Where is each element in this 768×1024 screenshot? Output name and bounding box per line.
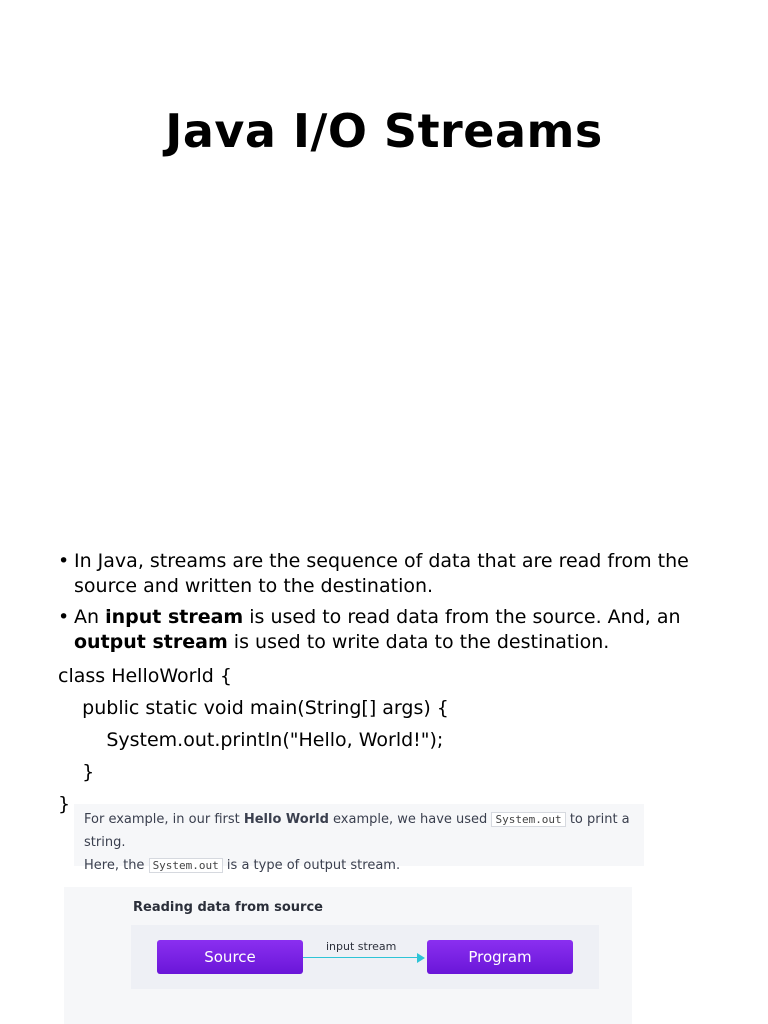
code-line: public static void main(String[] args) { [58, 697, 449, 719]
source-box: Source [157, 940, 303, 974]
bullet-dot: • [58, 606, 70, 628]
bullet-item-1 [58, 549, 718, 599]
code-block [58, 662, 449, 822]
bullet-text-mid: is used to read data from the source. And, an [243, 606, 681, 628]
note-bold-hello-world: Hello World [243, 812, 329, 827]
note-code-system-out: System.out [491, 812, 565, 827]
bullet-list [58, 549, 718, 661]
note-text: to print a string. [84, 812, 630, 850]
bullet-item-2 [58, 605, 718, 655]
note-text: Here, the [84, 858, 149, 873]
bullet-text: In Java, streams are the sequence of data that are read from the source and written to the destination. [74, 550, 689, 597]
note-line-1 [84, 808, 644, 854]
note-text: example, we have used [328, 812, 492, 827]
code-line: } [58, 761, 95, 783]
arrow-line [303, 957, 421, 958]
code-line: class HelloWorld { [58, 665, 232, 687]
bullet-dot: • [58, 550, 70, 572]
note-line-2 [84, 854, 644, 877]
diagram-title: Reading data from source [133, 900, 323, 915]
note-text: For example, in our first [84, 812, 244, 827]
input-stream-diagram [64, 887, 632, 1024]
note-text: is a type of output stream. [222, 858, 401, 873]
arrow-label: input stream [326, 940, 397, 953]
bullet-text-post: is used to write data to the destination. [227, 631, 610, 653]
arrow-right-icon [417, 953, 425, 963]
bullet-bold-input-stream: input stream [105, 606, 244, 628]
code-line: System.out.println("Hello, World!"); [58, 729, 444, 751]
bullet-text-pre: An [74, 606, 106, 628]
bullet-bold-output-stream: output stream [74, 631, 228, 653]
slide-title: Java I/O Streams [165, 104, 603, 158]
example-note-image [74, 804, 644, 873]
program-box: Program [427, 940, 573, 974]
code-line: } [58, 793, 71, 815]
note-code-system-out: System.out [149, 858, 223, 873]
diagram-panel [131, 925, 599, 989]
